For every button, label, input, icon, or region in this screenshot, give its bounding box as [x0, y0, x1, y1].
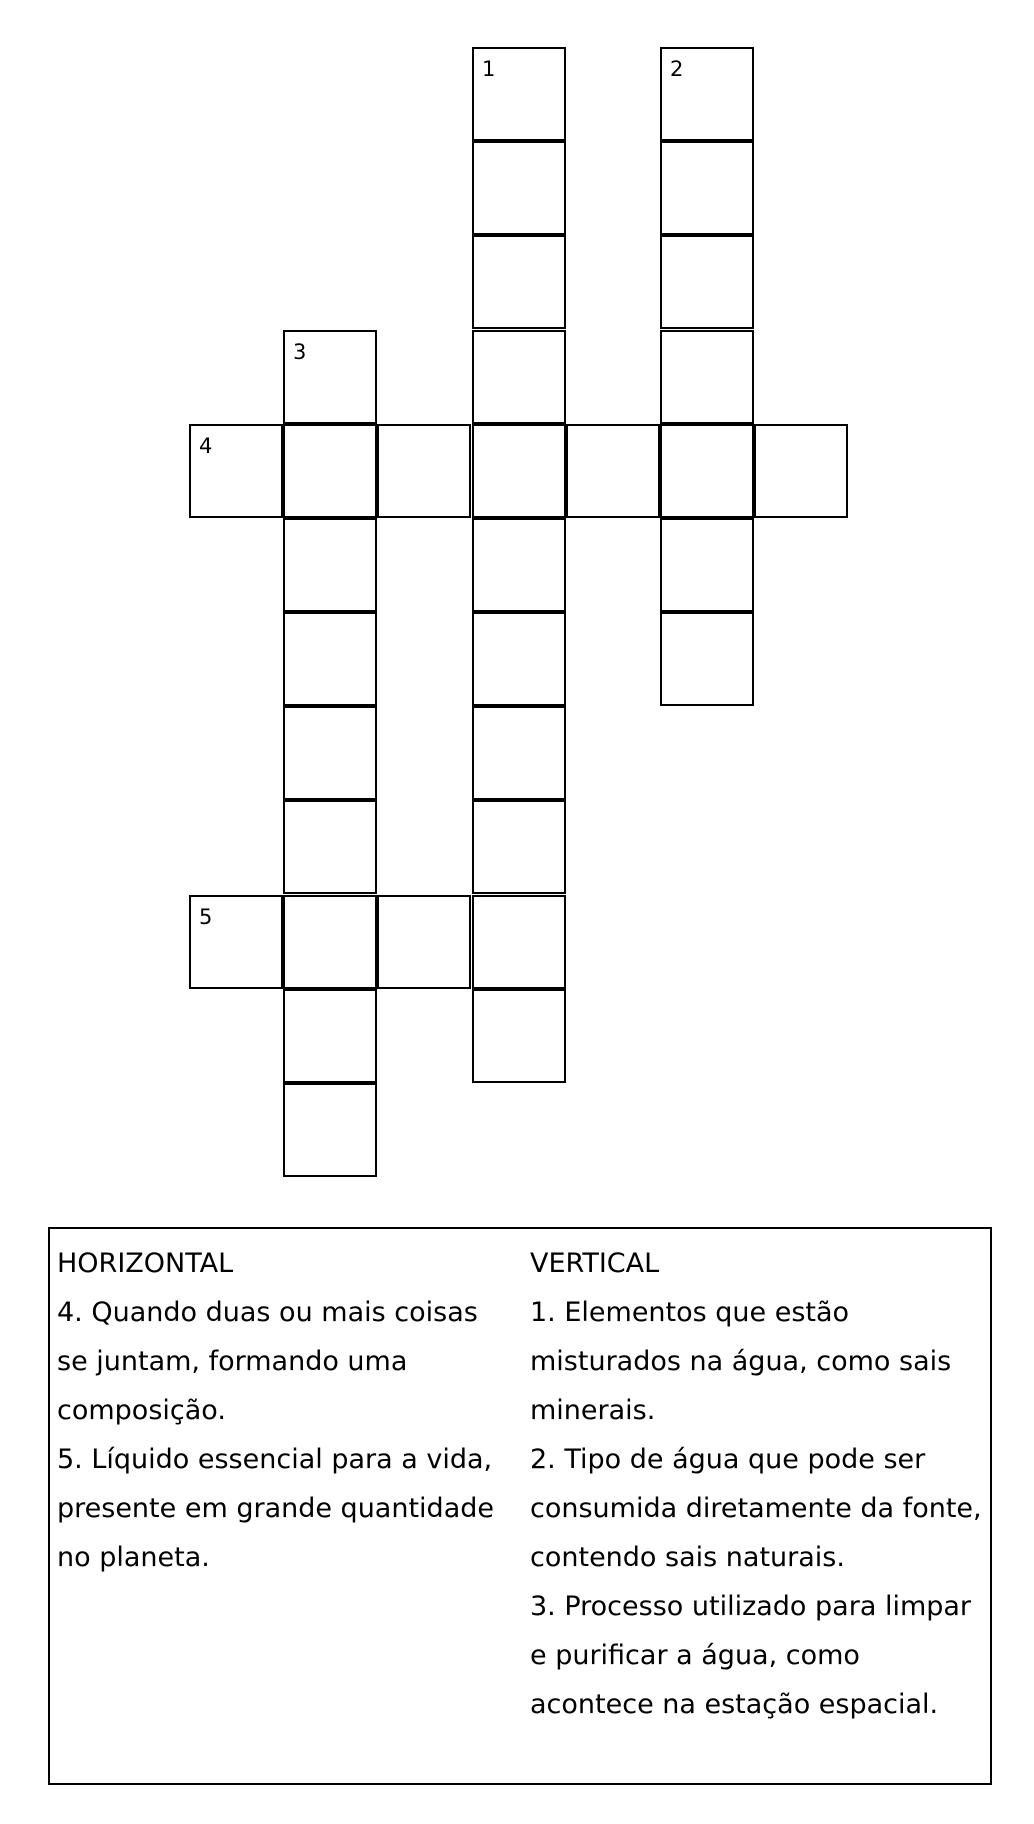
crossword-cell[interactable] — [189, 895, 283, 989]
crossword-cell[interactable] — [472, 47, 566, 141]
crossword-cell[interactable] — [283, 612, 377, 706]
horizontal-clues — [57, 1239, 517, 1582]
horizontal-heading: HORIZONTAL — [57, 1248, 234, 1279]
crossword-cell[interactable] — [472, 330, 566, 424]
crossword-cell[interactable] — [472, 895, 566, 989]
crossword-cell[interactable] — [660, 141, 754, 235]
vertical-clue: 2. Tipo de água que pode ser consumida diretamente da fonte, contendo sais naturais. — [530, 1444, 982, 1573]
crossword-cell[interactable] — [660, 612, 754, 706]
crossword-cell[interactable] — [283, 800, 377, 894]
clue-number-1: 1 — [482, 57, 496, 81]
clue-number-5: 5 — [199, 905, 213, 929]
crossword-cell[interactable] — [472, 612, 566, 706]
crossword-cell[interactable] — [660, 47, 754, 141]
clue-number-3: 3 — [293, 340, 307, 364]
crossword-cell[interactable] — [660, 518, 754, 612]
clue-number-2: 2 — [670, 57, 684, 81]
crossword-cell[interactable] — [472, 800, 566, 894]
crossword-cell[interactable] — [189, 424, 283, 518]
crossword-cell[interactable] — [472, 424, 566, 518]
vertical-clue: 3. Processo utilizado para limpar e purificar a água, como acontece na estação espacial. — [530, 1591, 972, 1720]
crossword-cell[interactable] — [660, 424, 754, 518]
crossword-cell[interactable] — [377, 895, 471, 989]
crossword-cell[interactable] — [283, 706, 377, 800]
vertical-clues — [530, 1239, 982, 1729]
crossword-cell[interactable] — [754, 424, 848, 518]
clue-number-4: 4 — [199, 434, 213, 458]
vertical-clue: 1. Elementos que estão misturados na água, como sais minerais. — [530, 1297, 952, 1426]
crossword-cell[interactable] — [377, 424, 471, 518]
horizontal-clue: 4. Quando duas ou mais coisas se juntam, formando uma composição. — [57, 1297, 478, 1426]
crossword-cell[interactable] — [566, 424, 660, 518]
crossword-cell[interactable] — [472, 141, 566, 235]
vertical-heading: VERTICAL — [530, 1248, 660, 1279]
crossword-cell[interactable] — [472, 235, 566, 329]
crossword-cell[interactable] — [283, 330, 377, 424]
crossword-cell[interactable] — [283, 989, 377, 1083]
horizontal-clue: 5. Líquido essencial para a vida, presente em grande quantidade no planeta. — [57, 1444, 494, 1573]
crossword-cell[interactable] — [283, 1083, 377, 1177]
crossword-cell[interactable] — [472, 706, 566, 800]
clues-box — [48, 1227, 992, 1785]
crossword-cell[interactable] — [472, 518, 566, 612]
crossword-cell[interactable] — [283, 895, 377, 989]
crossword-cell[interactable] — [660, 330, 754, 424]
crossword-cell[interactable] — [283, 518, 377, 612]
crossword-cell[interactable] — [283, 424, 377, 518]
crossword-cell[interactable] — [660, 235, 754, 329]
crossword-cell[interactable] — [472, 989, 566, 1083]
